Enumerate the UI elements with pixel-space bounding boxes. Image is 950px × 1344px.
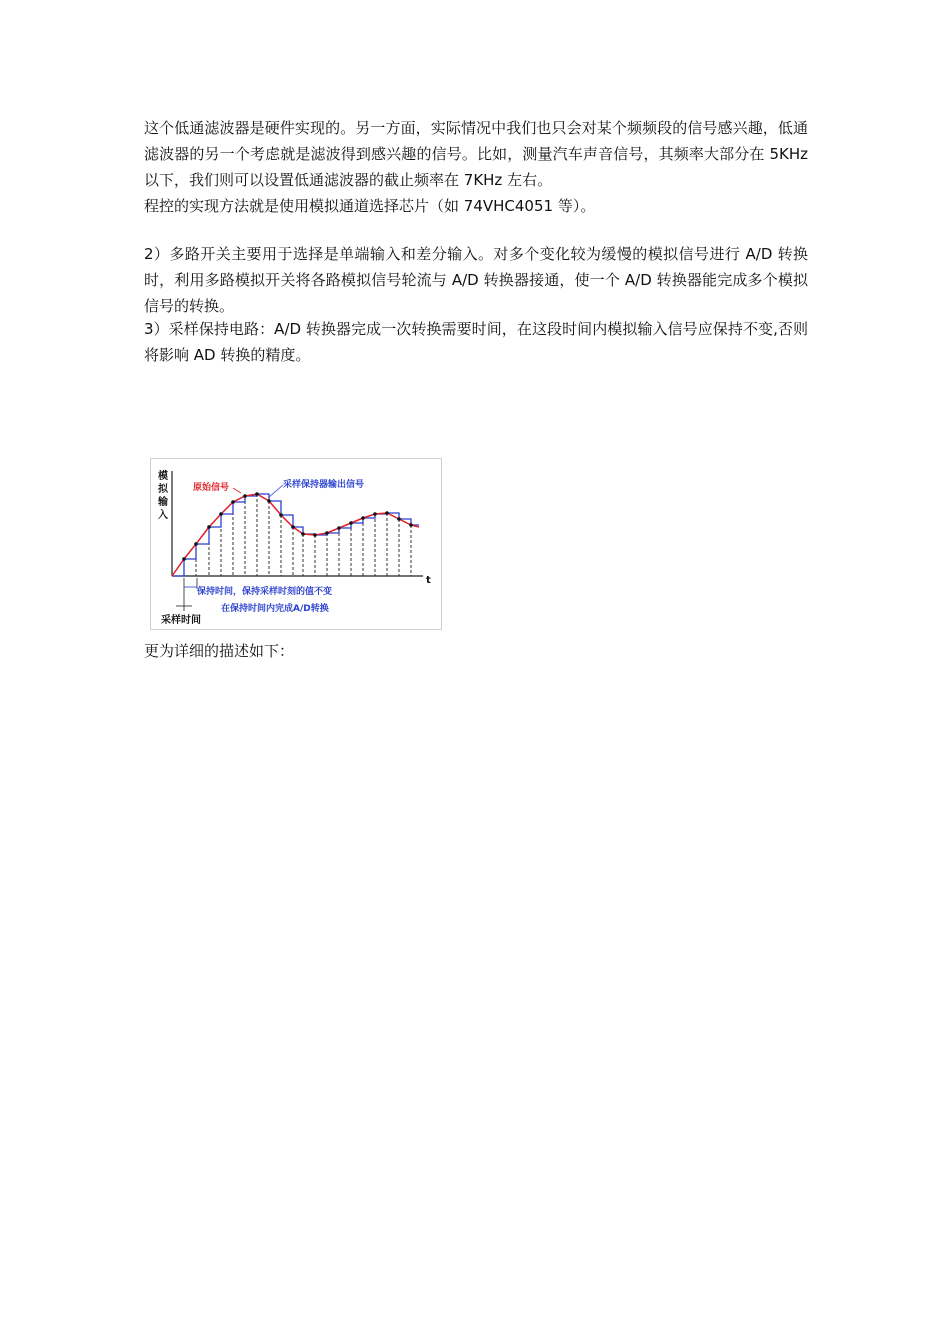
- sample-point: [207, 525, 211, 529]
- sample-point: [397, 517, 401, 521]
- sample-point: [243, 494, 247, 498]
- sample-hold-svg: [151, 459, 441, 629]
- sample-point: [349, 521, 353, 525]
- y-label-char: 入: [158, 510, 168, 521]
- sample-point: [291, 525, 295, 529]
- y-label-char: 模: [158, 471, 168, 482]
- sample-point: [255, 492, 259, 496]
- sample-point: [373, 512, 377, 516]
- sh-output-label: 采样保持器输出信号: [283, 480, 365, 490]
- sample-point: [219, 512, 223, 516]
- sh-label-pointer: [269, 485, 283, 497]
- sample-point: [182, 557, 186, 561]
- sample-point: [361, 516, 365, 520]
- sample-point: [313, 533, 317, 537]
- paragraph-sample-hold: 3）采样保持电路：A/D 转换器完成一次转换需要时间，在这段时间内模拟输入信号应保持不变,否则将影响 AD 转换的精度。: [144, 320, 808, 364]
- sample-point: [385, 511, 389, 515]
- sample-point: [194, 542, 198, 546]
- original-label-pointer: [233, 488, 241, 493]
- sample-point: [267, 499, 271, 503]
- paragraph-program-control: 程控的实现方法就是使用模拟通道选择芯片（如 74VHC4051 等）。: [144, 197, 596, 215]
- sample-point: [337, 526, 341, 530]
- y-label-char: 输: [158, 497, 168, 508]
- sample-point: [301, 532, 305, 536]
- hold-note-2: 在保持时间内完成A/D转换: [221, 604, 329, 614]
- sample-hold-diagram: [150, 458, 442, 630]
- x-axis-label: t: [426, 575, 431, 586]
- hold-note-1: 保持时间，保持采样时刻的值不变: [197, 587, 333, 597]
- paragraph-more-detail: 更为详细的描述如下：: [144, 642, 295, 660]
- sampling-time-label: 采样时间: [161, 615, 201, 626]
- sample-point: [325, 531, 329, 535]
- paragraph-multiplexer: 2）多路开关主要用于选择是单端输入和差分输入。对多个变化较为缓慢的模拟信号进行 A/D 转换时，利用多路模拟开关将各路模拟信号轮流与 A/D 转换器接通，使一个 A/D 转换器能完成多个模拟信号的转换。: [144, 245, 808, 315]
- y-label-char: 拟: [158, 484, 168, 495]
- sample-point: [409, 523, 413, 527]
- original-signal-label: 原始信号: [193, 483, 230, 493]
- sample-point: [231, 500, 235, 504]
- sample-point: [279, 513, 283, 517]
- sampling-dashes: [184, 494, 411, 576]
- paragraph-lowpass-filter: 这个低通滤波器是硬件实现的。另一方面，实际情况中我们也只会对某个频频段的信号感兴趣，低通滤波器的另一个考虑就是滤波得到感兴趣的信号。比如，测量汽车声音信号，其频率大部分在 5KHz 以下，我们则可以设置低通滤波器的截止频率在 7KHz 左右。: [144, 119, 808, 189]
